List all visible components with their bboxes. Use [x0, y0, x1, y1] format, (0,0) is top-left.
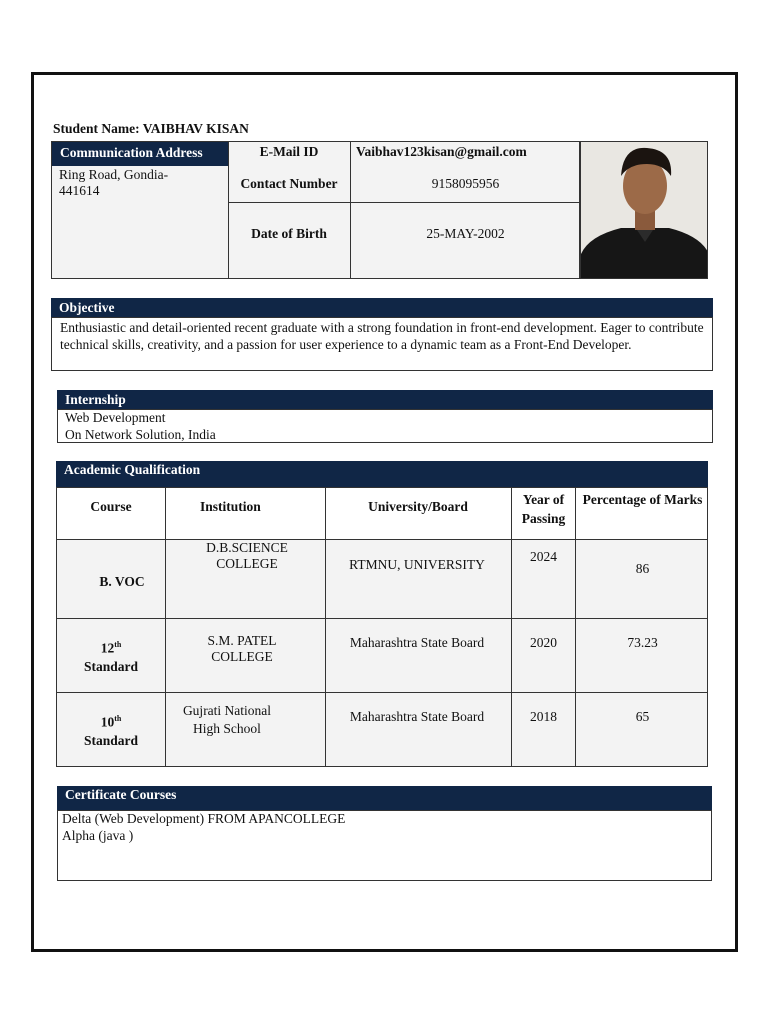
internship-body [57, 409, 713, 443]
contact-table [51, 141, 580, 279]
internship-role: Web Development [65, 410, 166, 425]
row2-institution: S.M. PATEL COLLEGE [207, 633, 277, 664]
row3-board: Maharashtra State Board [349, 709, 485, 724]
academic-table [56, 487, 708, 767]
objective-text: Enthusiastic and detail-oriented recent graduate with a strong foundation in front-end development. Eager to contribute technical skills, creativity, and a passion for user experience to a dynamic team as a Front-End Developer. [51, 317, 713, 371]
certificate-item: Delta (Web Development) FROM APANCOLLEGE [62, 811, 346, 826]
email-label: E-Mail ID [259, 144, 319, 159]
col-institution: Institution [200, 499, 261, 514]
row1-year: 2024 [530, 549, 557, 564]
row1-institution: D.B.SCIENCE COLLEGE [206, 540, 288, 571]
col-course: Course [90, 499, 132, 514]
row3-institution: Gujrati National High School [182, 703, 272, 736]
email-value: Vaibhav123kisan@gmail.com [356, 144, 527, 159]
phone-label: Contact Number [240, 176, 338, 191]
address-header: Communication Address [52, 142, 228, 166]
row3-marks: 65 [635, 709, 650, 724]
student-name-label: Student Name: [53, 121, 140, 136]
row1-course: B. VOC [99, 574, 145, 589]
row3-year: 2018 [530, 709, 557, 724]
row2-year: 2020 [530, 635, 557, 650]
row1-board: RTMNU, UNIVERSITY [349, 557, 485, 572]
address-value: Ring Road, Gondia-441614 [59, 167, 169, 198]
profile-photo [580, 141, 708, 279]
row1-marks: 86 [635, 561, 650, 576]
row2-marks: 73.23 [627, 635, 658, 650]
dob-value: 25-MAY-2002 [426, 226, 505, 241]
certificate-item: Alpha (java ) [62, 827, 134, 843]
academic-header: Academic Qualification [56, 461, 708, 487]
col-marks: Percentage of Marks [582, 492, 703, 507]
dob-label: Date of Birth [251, 226, 327, 241]
certificates-body [57, 810, 712, 881]
row3-course: 10th Standard [83, 714, 139, 748]
row2-board: Maharashtra State Board [349, 635, 485, 650]
student-name-line [53, 121, 249, 137]
phone-value: 9158095956 [431, 176, 500, 191]
person-portrait-icon [581, 142, 708, 279]
internship-header: Internship [57, 390, 713, 409]
col-board: University/Board [368, 499, 468, 514]
internship-company: On Network Solution, India [65, 426, 216, 442]
student-name: VAIBHAV KISAN [142, 121, 249, 136]
objective-header: Objective [51, 298, 713, 317]
col-year: Year of Passing [521, 492, 566, 526]
certificates-header: Certificate Courses [57, 786, 712, 810]
row2-course: 12th Standard [83, 640, 139, 674]
